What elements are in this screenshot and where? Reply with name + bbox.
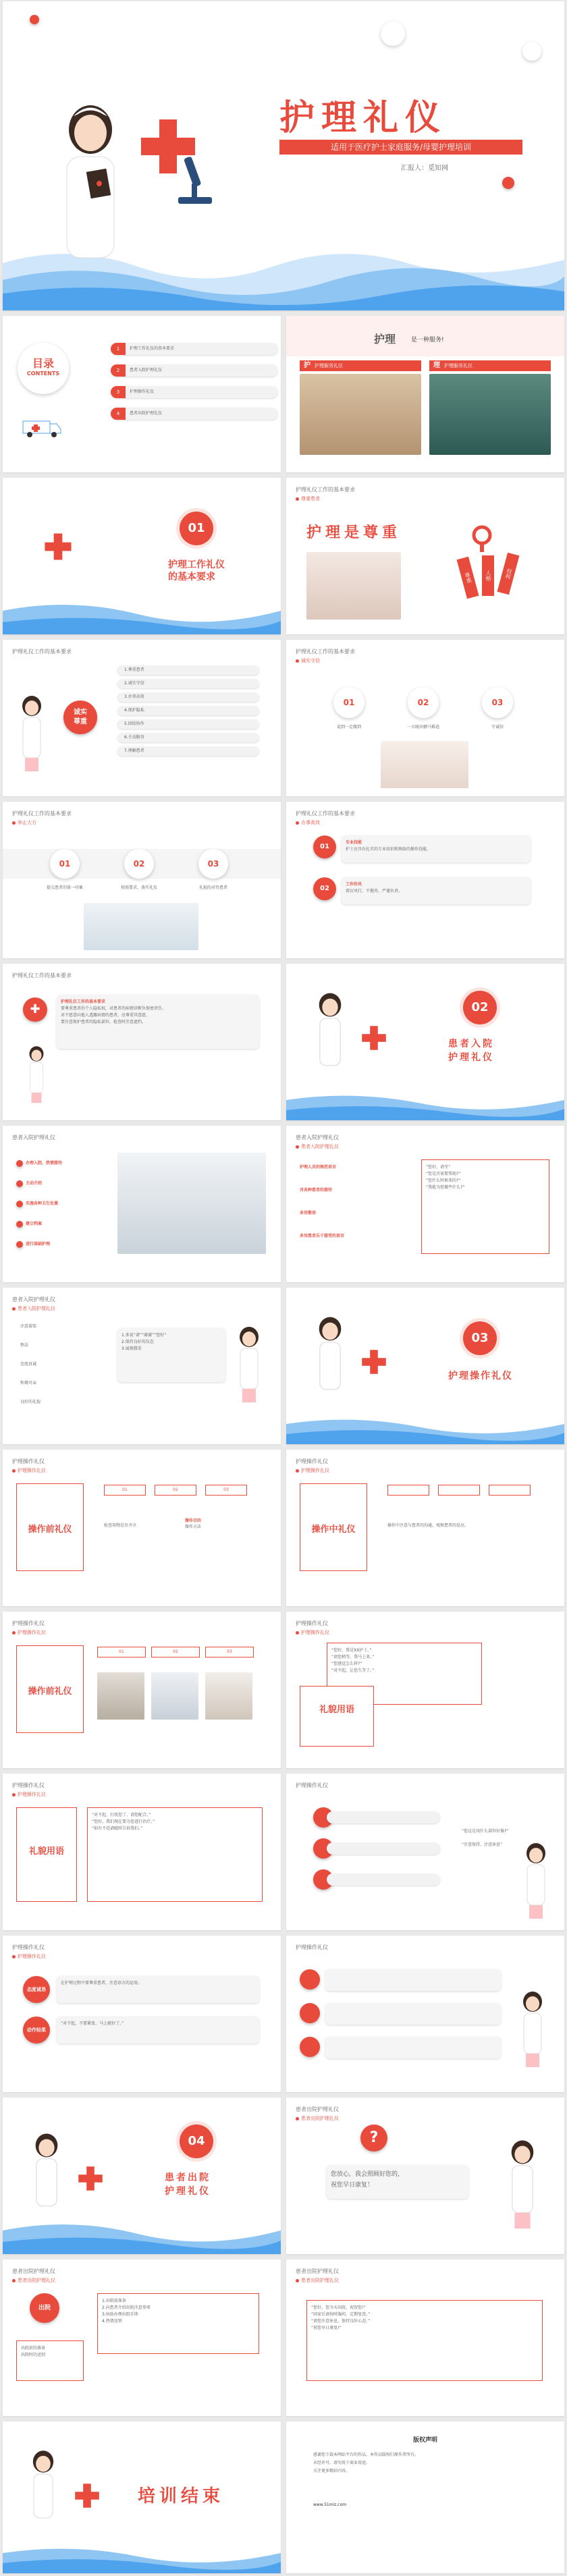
polite-title-box: 礼貌用语 <box>16 1807 77 1902</box>
steps-box: 1.出院前准备 2.向患者介绍出院注意事项 3.协助办理出院手续 4.热情送别 <box>97 2293 259 2354</box>
section-number: 02 <box>463 991 497 1024</box>
admission-item-4: 建立档案 <box>16 1220 42 1228</box>
step-label-3: 礼貌的对待患者 <box>198 885 227 890</box>
key-icon <box>468 525 495 552</box>
operation-title-box: 操作前礼仪 <box>16 1483 84 1571</box>
step-circle-1: 01 <box>50 849 80 879</box>
attitude-card-2: “对不起，不要紧张，马上就好了。” <box>57 2017 259 2044</box>
heart-hands-photo <box>381 741 468 788</box>
slide-before-operation-photos <box>3 1612 281 1768</box>
contents-item-3[interactable]: 3 护理操作礼仪 <box>111 386 278 398</box>
slide-requirements-list <box>3 640 281 796</box>
end-title: 培训结束 <box>138 2486 225 2506</box>
card-circle-3 <box>300 2037 320 2057</box>
contents-title-en: CONTENTS <box>26 371 60 377</box>
medical-cross-icon <box>360 1024 387 1051</box>
lang-quote-box: “您好，请坐” “您是否需要帮助?” “您什么时候来的?” “我能为您做些什么?” <box>421 1159 549 1254</box>
operation-title-box: 操作中礼仪 <box>300 1483 367 1571</box>
tag-1 <box>387 1485 429 1496</box>
slide-section-01 <box>3 478 281 634</box>
slide-header: 护理操作礼仪 护理操作礼仪 <box>12 1944 46 1959</box>
microscope-icon <box>171 150 219 211</box>
quote-2: “注意保持，注意休息” <box>462 1842 503 1847</box>
bubble-decoration <box>30 15 39 24</box>
slide-header: 护理礼仪工作的基本要求 诚实守信 <box>296 649 355 663</box>
req-item-3: 3.办事高效 <box>117 692 259 702</box>
slide-header: 护理礼仪工作的基本要求 尊重患者 <box>296 487 355 501</box>
wave-decoration <box>3 594 281 634</box>
point-circle-1: 01 <box>313 835 336 858</box>
admission-item-2: 主动介绍 <box>16 1180 42 1187</box>
cover-reporter: 汇报人：觅知网 <box>401 165 448 172</box>
nurse-illustration <box>23 2131 70 2226</box>
wave-decoration <box>286 1410 564 1444</box>
admission-item-3: 实施各种卫生处置 <box>16 1200 58 1207</box>
quote-box: “对不起，打扰您了，请您配合。” “您好，我们现在要为您进行治疗。” “如有不适请随时告诉我们。” <box>87 1807 263 1902</box>
pill-2 <box>327 1842 440 1855</box>
slide-header: 患者入院护理礼仪 患者入院护理礼仪 <box>12 1296 55 1311</box>
slide-discharge-steps <box>3 2259 281 2416</box>
tag-1: 01 <box>104 1485 146 1496</box>
nurse-illustration <box>23 1045 50 1105</box>
medical-cross-icon <box>43 532 73 561</box>
slide-header: 患者入院护理礼仪 <box>12 1134 55 1141</box>
photo-1 <box>97 1672 144 1720</box>
manner-steps-card: 1.多说“请”“谢谢”“您好” 2.保持良好的仪态 3.展现微笑 <box>117 1328 225 1382</box>
slide-header: 患者出院护理礼仪 患者出院护理礼仪 <box>12 2268 55 2283</box>
bubble-decoration <box>381 22 405 46</box>
section-title: 患者入院 <box>448 1039 494 1049</box>
medical-cross-icon <box>74 2482 101 2509</box>
section-number: 01 <box>180 512 213 545</box>
attitude-circle-1: 态度诚恳 <box>23 1976 50 2003</box>
slide-section-04 <box>3 2098 281 2254</box>
point-card-2: 工作作风 雷厉风行，不拖沓，严谨负责。 <box>342 877 531 904</box>
slide-header: 护理操作礼仪 护理操作礼仪 <box>296 1458 329 1473</box>
attitude-card-1: 在护理过程中要尊重患者，注意语言的运用。 <box>57 1976 259 2003</box>
slide-polite-language-1 <box>286 1612 564 1768</box>
step-circle-2: 02 <box>124 849 154 879</box>
service-head: 护理 <box>374 333 396 346</box>
side-box: 出院前的准备 出院时的送别 <box>16 2340 84 2381</box>
slide-polite-language-2 <box>3 1774 281 1930</box>
copyright-site[interactable]: www.51miz.com <box>313 2502 347 2507</box>
pill-1 <box>327 1811 440 1824</box>
slide-respect <box>286 478 564 634</box>
point-card-1: 专业技能 护士应具有扎实的专业知识和熟练的操作技能。 <box>342 835 531 862</box>
cross-badge: ✚ <box>23 997 47 1022</box>
copyright-title: 版权声明 <box>412 2437 437 2444</box>
admission-item-5: 进行基础护理 <box>16 1240 50 1248</box>
slide-admission-manner <box>3 1288 281 1444</box>
nurse-illustration <box>15 694 49 775</box>
ambulance-icon <box>22 417 62 439</box>
slide-cover <box>3 1 564 310</box>
section-number: 03 <box>463 1321 497 1355</box>
tag-3 <box>489 1485 531 1496</box>
slide-during-operation <box>286 1450 564 1606</box>
contents-item-1[interactable]: 1 护理工作礼仪的基本要求 <box>111 343 278 355</box>
tag-rights: 权利 <box>497 553 520 595</box>
step-label-1: 提交患者的第一印象 <box>46 885 83 890</box>
contents-title: 目录 <box>32 357 54 370</box>
slide-contents <box>3 316 281 472</box>
card-2 <box>325 2003 501 2025</box>
nurse-illustration <box>40 96 141 285</box>
manner-item-5: 良好的礼貌 <box>20 1400 41 1404</box>
card-3 <box>325 2037 501 2058</box>
slide-header: 护理礼仪工作的基本要求 <box>12 972 72 979</box>
req-item-7: 7.理解患者 <box>117 746 259 756</box>
tag-2: 02 <box>151 1647 200 1657</box>
tag-li: 理 护理服务礼仪 <box>429 360 551 371</box>
slide-header: 护理操作礼仪 护理操作礼仪 <box>296 1620 329 1635</box>
photo-3 <box>205 1672 252 1720</box>
card-circle-1 <box>300 1969 320 1990</box>
respect-title: 护理是尊重 <box>306 524 402 541</box>
step-circle-3: 03 <box>482 687 513 718</box>
point-circle-2: 02 <box>313 877 336 900</box>
section-title: 患者出院 <box>165 2172 211 2183</box>
cover-subtitle: 适用于医疗护士家庭服务/母婴护理培训 <box>279 140 522 155</box>
step-label-2: 按照要求，落实礼仪 <box>120 885 157 890</box>
discharge-badge: 出院 <box>30 2293 59 2323</box>
slide-manner <box>3 802 281 958</box>
slide-operation-cards <box>286 1936 564 2092</box>
section-title2: 护理礼仪 <box>448 1052 494 1063</box>
wave-decoration <box>3 2540 281 2573</box>
tag-1: 01 <box>97 1647 146 1657</box>
step-label-2: 一言既出驷马难追 <box>406 725 439 730</box>
slide-header: 护理礼仪工作的基本要求 办事高效 <box>296 811 355 825</box>
section-title2: 护理礼仪 <box>165 2186 211 2197</box>
tag-personality: 人格 <box>482 555 494 596</box>
slide-efficiency <box>286 802 564 958</box>
slide-header: 护理操作礼仪 护理操作礼仪 <box>12 1620 46 1635</box>
nurse-illustration <box>516 1990 549 2071</box>
block-2: 操作目的 操作方法 <box>185 1518 202 1529</box>
bubble-decoration <box>522 42 541 61</box>
lang-item-1: 护理人员的规范语言 <box>300 1165 337 1170</box>
slide-admission <box>3 1126 281 1282</box>
slide-header: 患者出院护理礼仪 患者出院护理礼仪 <box>296 2106 339 2121</box>
tag-3: 03 <box>205 1485 247 1496</box>
req-item-6: 6.主动服务 <box>117 733 259 742</box>
surgery-photo <box>429 374 551 455</box>
nurse-desk-photo <box>117 1153 266 1254</box>
question-icon: ? <box>360 2125 387 2152</box>
slide-copyright <box>286 2421 564 2573</box>
manner-item-4: 和蔼可亲 <box>20 1381 37 1386</box>
section-title: 护理工作礼仪 <box>168 559 225 570</box>
section-title: 护理操作礼仪 <box>448 1371 513 1381</box>
attitude-circle-2: 动作轻柔 <box>23 2017 50 2044</box>
heart-hands-photo <box>306 552 401 620</box>
section-number: 04 <box>180 2125 213 2158</box>
manner-item-1: 注意着装 <box>20 1324 37 1329</box>
contents-item-4[interactable]: 4 患者出院护理礼仪 <box>111 408 278 420</box>
req-item-4: 4.保护隐私 <box>117 706 259 715</box>
slide-operation-pills <box>286 1774 564 1930</box>
step-circle-2: 02 <box>408 687 439 718</box>
speech-bubble: 您放心，我会照顾好您的， 祝您早日康复！ <box>327 2165 468 2199</box>
photo-2 <box>151 1672 198 1720</box>
tag-3: 03 <box>205 1647 254 1657</box>
slide-header: 护理礼仪工作的基本要求 举止大方 <box>12 811 72 825</box>
wave-decoration <box>286 1087 564 1120</box>
slide-service <box>286 316 564 472</box>
step-label-3: 守诚信 <box>491 725 504 730</box>
slide-header: 护理操作礼仪 护理操作礼仪 <box>12 1782 46 1797</box>
lang-item-3: 多用敬语 <box>300 1211 317 1215</box>
medical-cross-icon <box>77 2165 104 2192</box>
center-circle: 诚实 尊重 <box>63 701 97 734</box>
nurse-illustration <box>232 1321 266 1409</box>
hands-photo <box>84 903 198 950</box>
card-1 <box>325 1969 501 1991</box>
quote-1: “您这是用什么部位好像?” <box>462 1829 509 1834</box>
slide-admission-language <box>286 1126 564 1282</box>
step-circle-3: 03 <box>198 849 228 879</box>
contents-circle <box>18 343 69 394</box>
slide-header: 患者出院护理礼仪 患者出院护理礼仪 <box>296 2268 339 2283</box>
tag-hu: 护 护理服务礼仪 <box>300 360 421 371</box>
section-title2: 的基本要求 <box>168 572 215 582</box>
slide-header: 护理操作礼仪 <box>296 1944 328 1950</box>
block-1: 操作中注意与患者的沟通，观察患者的反应。 <box>387 1523 469 1528</box>
slide-honesty <box>286 640 564 796</box>
block-1: 检查用物是否齐全 <box>104 1523 137 1528</box>
slide-header: 患者入院护理礼仪 患者入院护理礼仪 <box>296 1134 339 1149</box>
slide-section-03 <box>286 1288 564 1444</box>
service-head2: 是一种服务! <box>411 337 444 344</box>
tag-respect: 尊重 <box>457 557 479 599</box>
hospital-corridor-photo <box>300 374 421 455</box>
admission-item-1: 办理入院，热情接待 <box>16 1159 62 1167</box>
slide-before-operation <box>3 1450 281 1606</box>
slide-discharge-words <box>286 2259 564 2416</box>
slide-section-02 <box>286 964 564 1120</box>
tag-2: 02 <box>155 1485 196 1496</box>
slide-operation-attitude <box>3 1936 281 2092</box>
slide-end <box>3 2421 281 2573</box>
slide-discharge-speech <box>286 2098 564 2254</box>
slide-header: 护理礼仪工作的基本要求 <box>12 649 72 655</box>
step-label-1: 说到一定做到 <box>336 725 361 730</box>
operation-title-box: 操作前礼仪 <box>16 1645 84 1733</box>
nurse-illustration <box>519 1841 553 1922</box>
card-circle-2 <box>300 2003 320 2023</box>
nurse-illustration <box>23 2448 63 2536</box>
nurse-illustration <box>306 991 354 1085</box>
nurse-illustration <box>306 1315 354 1409</box>
req-item-1: 1.尊重患者 <box>117 665 259 675</box>
cover-title: 护理礼仪 <box>279 98 448 138</box>
privacy-card: 护理礼仪工作的基本要求 要尊重患者的个人隐私权，对患者的病情诊断负保密责任。 对不愿意向他人透露病情的患者，应尊重其意愿。 要注意保护患者的隐私部位，检查时注意遮挡。 <box>57 995 259 1049</box>
req-item-2: 2.诚实守信 <box>117 679 259 688</box>
tag-2 <box>438 1485 480 1496</box>
pill-3 <box>327 1873 440 1886</box>
lang-item-4: 多用患者乐于接受的语言 <box>300 1234 345 1238</box>
slide-privacy <box>3 964 281 1120</box>
bubble-decoration <box>502 177 514 189</box>
polite-title-box: 礼貌用语 <box>300 1686 374 1747</box>
manner-item-2: 整洁 <box>20 1343 29 1348</box>
contents-item-2[interactable]: 2 患者入院护理礼仪 <box>111 364 278 377</box>
medical-cross-icon <box>360 1348 387 1375</box>
nurse-illustration <box>502 2138 543 2232</box>
slide-header: 护理操作礼仪 护理操作礼仪 <box>12 1458 46 1473</box>
step-circle-1: 01 <box>333 687 364 718</box>
copyright-text: 感谢您下载本网站平台的作品，本作品版权归原作者所有。 未经许可，请勿用于商业用途。 关注更多精彩内容。 <box>313 2452 419 2473</box>
manner-item-3: 态度真诚 <box>20 1362 37 1367</box>
slide-header: 护理操作礼仪 <box>296 1782 328 1788</box>
quote-box: “您好，我是XX护士。” “请您稍等，我马上来。” “您感觉怎么样?” “对不起，让您久等了。” <box>327 1643 482 1705</box>
req-item-5: 5.团结协作 <box>117 719 259 729</box>
lang-item-2: 对各种患者的接待 <box>300 1188 333 1193</box>
words-box: “您好，您今天出院，祝贺您!” “回家后请按时服药，定期复查。” “请您注意休息，保持良好心态。” “祝您早日康复!” <box>306 2300 543 2381</box>
